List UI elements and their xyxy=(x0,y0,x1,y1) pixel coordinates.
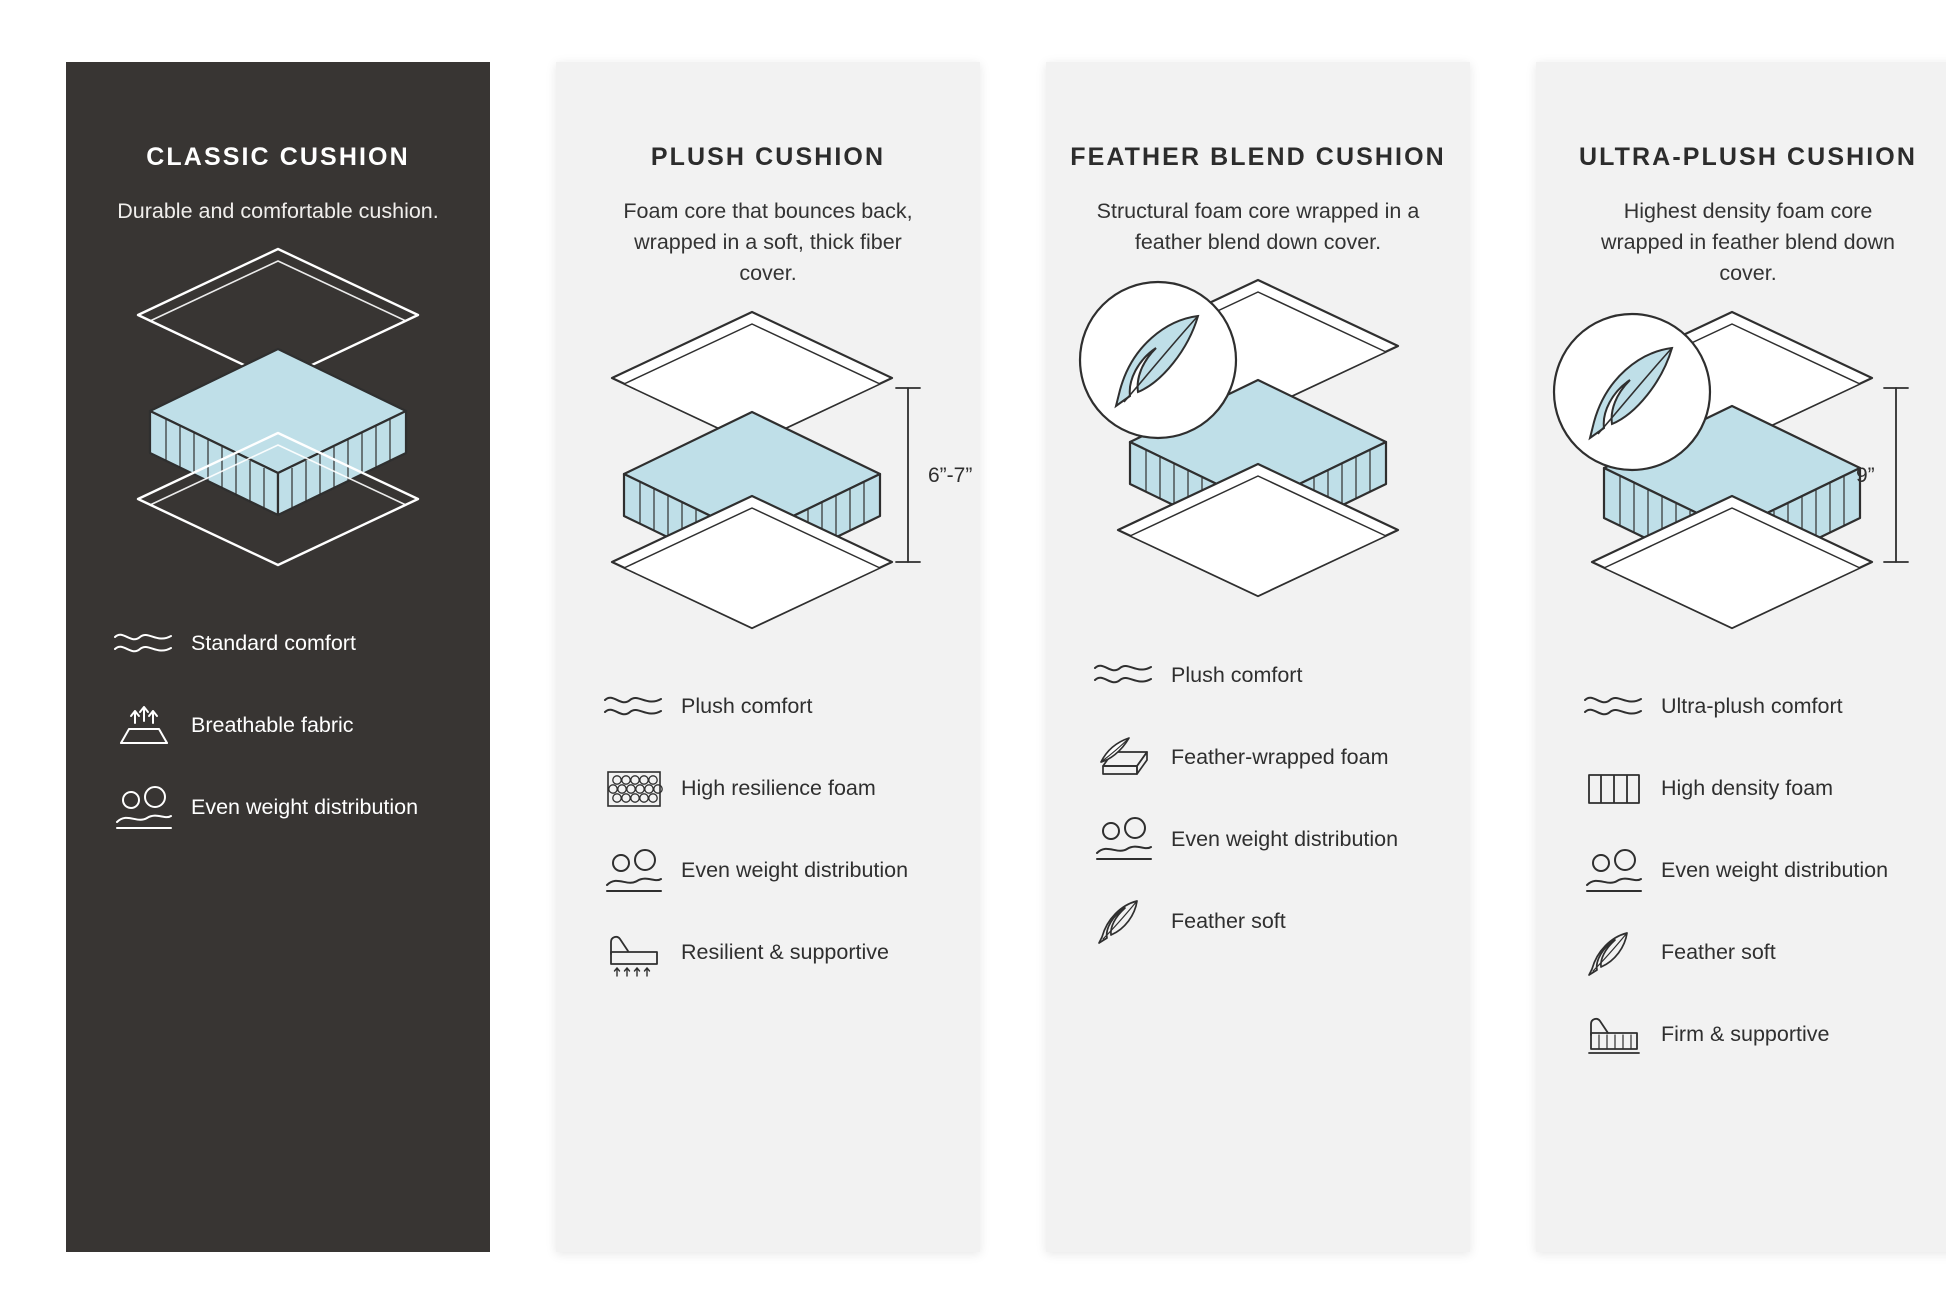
card-title: ULTRA-PLUSH CUSHION xyxy=(1578,143,1918,171)
feature-label: Firm & supportive xyxy=(1661,1022,1830,1046)
exploded-cushion-illustration-plush xyxy=(556,300,980,660)
feature-label: Ultra-plush comfort xyxy=(1661,694,1843,718)
feature-label: High density foam xyxy=(1661,776,1834,800)
feature-item xyxy=(603,666,933,748)
wave-comfort-icon xyxy=(113,627,191,661)
feature-item xyxy=(1583,748,1913,830)
feature-list xyxy=(113,603,443,849)
feather-badge xyxy=(1080,282,1236,438)
feature-label: Even weight distribution xyxy=(1171,826,1399,851)
feature-label: Plush comfort xyxy=(1171,662,1303,687)
card-title: FEATHER BLEND CUSHION xyxy=(1070,143,1446,171)
wave-comfort-icon xyxy=(603,690,681,724)
feature-item xyxy=(1583,994,1913,1076)
resilient-support-icon xyxy=(603,928,681,978)
feature-label: Breathable fabric xyxy=(191,713,354,738)
feature-label: High resilience foam xyxy=(681,776,876,800)
even-weight-distribution-icon xyxy=(113,784,191,832)
cushion-card-feather-blend-cushion[interactable] xyxy=(1046,62,1470,1252)
breathable-fabric-icon xyxy=(113,703,191,749)
feature-label: Feather soft xyxy=(1171,908,1286,933)
dimension-label: 6”-7” xyxy=(928,463,973,487)
cushion-card-classic-cushion[interactable] xyxy=(66,62,490,1252)
feature-list xyxy=(1093,634,1423,962)
feature-item xyxy=(603,912,933,994)
card-description: Structural foam core wrapped in a feather blend down cover. xyxy=(1096,198,1420,254)
feature-list xyxy=(603,666,933,994)
even-weight-distribution-icon xyxy=(603,847,681,895)
exploded-cushion-illustration-feather-blend xyxy=(1046,268,1470,628)
exploded-cushion-illustration-classic xyxy=(66,237,490,597)
card-description: Foam core that bounces back, wrapped in a soft, thick fiber cover. xyxy=(623,198,913,286)
feature-label: Even weight distribution xyxy=(1661,858,1889,882)
card-title: CLASSIC CUSHION xyxy=(146,143,410,171)
card-description: Durable and comfortable cushion. xyxy=(117,198,439,223)
firm-support-icon xyxy=(1583,1011,1661,1059)
feature-label: Resilient & supportive xyxy=(681,940,889,964)
feature-item xyxy=(1583,830,1913,912)
feather-wrapped-foam-icon xyxy=(1093,734,1171,780)
feather-icon xyxy=(1093,897,1171,945)
cushion-card-ultra-plush-cushion[interactable] xyxy=(1536,62,1946,1252)
feature-label: Plush comfort xyxy=(681,694,813,718)
card-title: PLUSH CUSHION xyxy=(650,143,886,171)
feature-list xyxy=(1583,666,1913,1076)
feature-item xyxy=(1093,798,1423,880)
feature-item xyxy=(1093,634,1423,716)
wave-comfort-icon xyxy=(1093,658,1171,692)
even-weight-distribution-icon xyxy=(1583,847,1661,895)
feature-item xyxy=(113,685,443,767)
feather-badge xyxy=(1554,314,1710,470)
feature-label: Feather soft xyxy=(1661,940,1776,964)
feather-icon xyxy=(1583,929,1661,977)
feature-label: Even weight distribution xyxy=(191,795,419,820)
feature-item xyxy=(1093,716,1423,798)
cushion-card-plush-cushion[interactable] xyxy=(556,62,980,1252)
feature-item xyxy=(603,748,933,830)
feature-label: Standard comfort xyxy=(191,631,356,656)
feature-item xyxy=(113,603,443,685)
feature-item xyxy=(1583,666,1913,748)
feature-item xyxy=(1093,880,1423,962)
feature-label: Feather-wrapped foam xyxy=(1171,744,1389,769)
dimension-label: 9” xyxy=(1856,463,1875,487)
card-description: Highest density foam core wrapped in feather blend down cover. xyxy=(1600,198,1896,286)
feature-item xyxy=(113,767,443,849)
honeycomb-foam-icon xyxy=(603,766,681,812)
feature-label: Even weight distribution xyxy=(681,858,909,882)
feature-item xyxy=(1583,912,1913,994)
wave-comfort-icon xyxy=(1583,690,1661,724)
exploded-cushion-illustration-ultra-plush xyxy=(1536,300,1946,660)
even-weight-distribution-icon xyxy=(1093,815,1171,863)
high-density-foam-icon xyxy=(1583,767,1661,811)
feature-item xyxy=(603,830,933,912)
